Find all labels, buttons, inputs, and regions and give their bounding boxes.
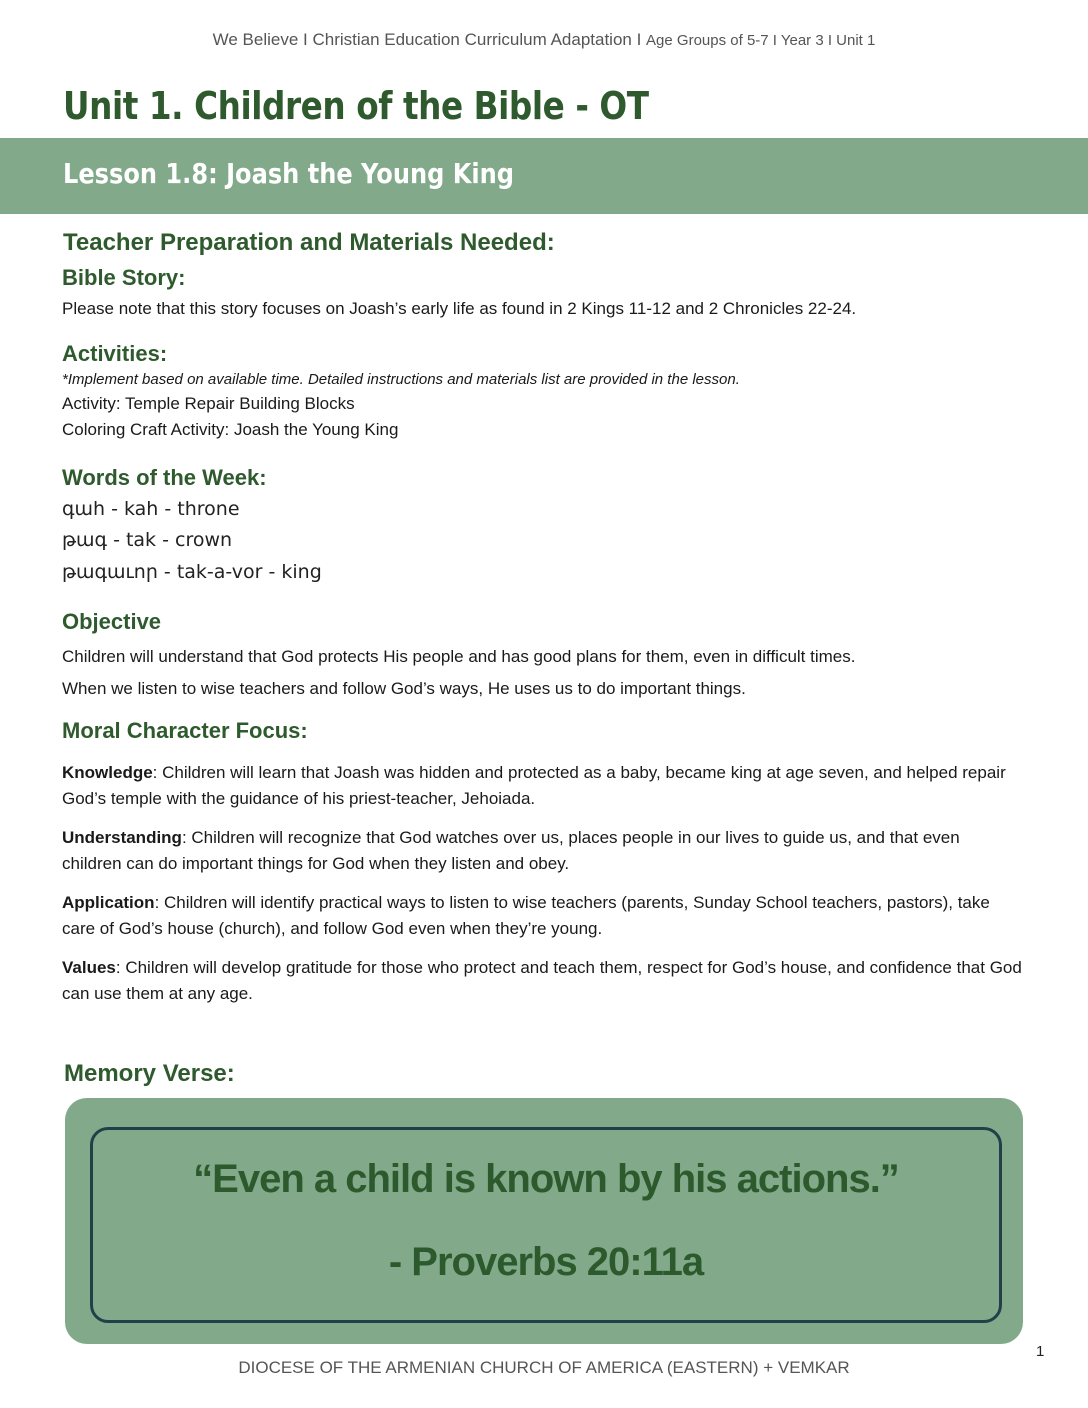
activity-item: Coloring Craft Activity: Joash the Young King — [62, 420, 399, 439]
word-item: գահ - kah - throne — [62, 498, 240, 520]
objective-heading: Objective — [62, 609, 162, 634]
moral-heading: Moral Character Focus: — [62, 718, 308, 743]
unit-title: Unit 1. Children of the Bible - OT — [63, 84, 649, 128]
memory-verse-reference: - Proverbs 20:11a — [388, 1240, 704, 1284]
memory-verse-heading: Memory Verse: — [64, 1060, 235, 1087]
moral-item-understanding — [62, 825, 1022, 877]
lesson-title: Lesson 1.8: Joash the Young King — [63, 157, 515, 190]
moral-text: : Children will learn that Joash was hidden and protected as a baby, became king at age seven, and helped repair God’s temple with the guidance of his priest-teacher, Jehoiada. — [62, 763, 1006, 808]
activities-heading: Activities: — [62, 341, 168, 366]
moral-label: Knowledge — [62, 763, 153, 782]
moral-label: Values — [62, 958, 116, 977]
moral-item-knowledge — [62, 760, 1022, 812]
bible-story-text: Please note that this story focuses on Joash’s early life as found in 2 Kings 11-12 and 2 Chronicles 22-24. — [62, 299, 857, 318]
moral-item-values — [62, 955, 1022, 1007]
moral-label: Application — [62, 893, 155, 912]
page-header — [0, 30, 1088, 50]
moral-text: : Children will identify practical ways to listen to wise teachers (parents, Sunday School teachers, pastors), take care of God’s house (church), and follow God even when they’re young. — [62, 893, 990, 938]
prep-heading: Teacher Preparation and Materials Needed: — [63, 229, 555, 256]
header-sub: Age Groups of 5-7 I Year 3 I Unit 1 — [646, 32, 876, 49]
word-item: թագաւոր - tak-a-vor - king — [62, 561, 322, 583]
page-number: 1 — [1036, 1343, 1045, 1360]
objective-line: Children will understand that God protects His people and has good plans for them, even in difficult times. — [62, 647, 856, 666]
activities-note: *Implement based on available time. Detailed instructions and materials list are provided in the lesson. — [62, 371, 740, 388]
moral-text: : Children will recognize that God watches over us, places people in our lives to guide us, and that even children can do important things for God when they listen and obey. — [62, 828, 960, 873]
words-heading: Words of the Week: — [62, 465, 267, 490]
moral-item-application — [62, 890, 1022, 942]
moral-text: : Children will develop gratitude for those who protect and teach them, respect for God’s house, and confidence that God can use them at any age. — [62, 958, 1022, 1003]
objective-line: When we listen to wise teachers and follow God’s ways, He uses us to do important things. — [62, 679, 746, 698]
header-main: We Believe I Christian Education Curriculum Adaptation I — [212, 30, 642, 49]
bible-story-heading: Bible Story: — [62, 265, 186, 290]
moral-label: Understanding — [62, 828, 182, 847]
activity-item: Activity: Temple Repair Building Blocks — [62, 394, 355, 413]
memory-verse-quote: “Even a child is known by his actions.” — [193, 1157, 899, 1201]
page-footer: DIOCESE OF THE ARMENIAN CHURCH OF AMERICA (EASTERN) + VEMKAR — [238, 1358, 850, 1377]
word-item: թագ - tak - crown — [62, 529, 233, 551]
